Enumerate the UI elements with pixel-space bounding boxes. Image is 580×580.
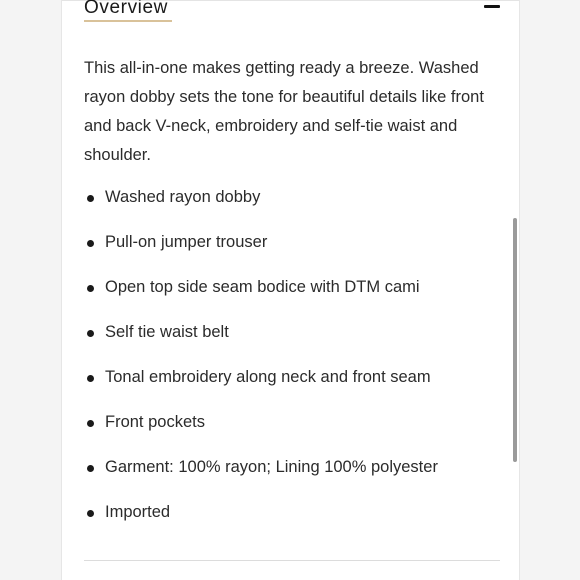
- feature-list-item: [84, 318, 504, 363]
- bullet-icon: [87, 465, 94, 472]
- bullet-icon: [87, 240, 94, 247]
- feature-text: Pull-on jumper trouser: [105, 233, 268, 251]
- feature-list-item: [84, 408, 504, 453]
- feature-text: Tonal embroidery along neck and front seam: [105, 368, 431, 386]
- feature-list-item: [84, 228, 504, 273]
- bullet-icon: [87, 375, 94, 382]
- feature-list-item: [84, 183, 504, 228]
- feature-text: Garment: 100% rayon; Lining 100% polyester: [105, 458, 438, 476]
- product-details-panel: [61, 0, 520, 580]
- bullet-icon: [87, 330, 94, 337]
- feature-list-item: [84, 273, 504, 318]
- feature-text: Front pockets: [105, 413, 205, 431]
- bullet-icon: [87, 195, 94, 202]
- overview-title: Overview: [84, 0, 168, 18]
- bullet-icon: [87, 285, 94, 292]
- feature-text: Self tie waist belt: [105, 323, 229, 341]
- feature-text: Imported: [105, 503, 171, 521]
- scrollbar-thumb[interactable]: [513, 218, 517, 462]
- feature-list-item: [84, 453, 504, 498]
- title-underline: [84, 20, 172, 22]
- feature-list-item: [84, 363, 504, 408]
- product-description: This all-in-one makes getting ready a breeze. Washed rayon dobby sets the tone for beautiful details like front and back V-neck, embroidery and self-tie waist and shoulder.: [84, 59, 484, 164]
- section-divider: [84, 560, 500, 561]
- bullet-icon: [87, 510, 94, 517]
- overview-header[interactable]: [84, 0, 500, 26]
- bullet-icon: [87, 420, 94, 427]
- feature-text: Open top side seam bodice with DTM cami: [105, 278, 420, 296]
- feature-text: Washed rayon dobby: [105, 188, 261, 206]
- feature-list: [84, 183, 504, 543]
- minus-icon[interactable]: [484, 5, 500, 8]
- feature-list-item: [84, 498, 504, 543]
